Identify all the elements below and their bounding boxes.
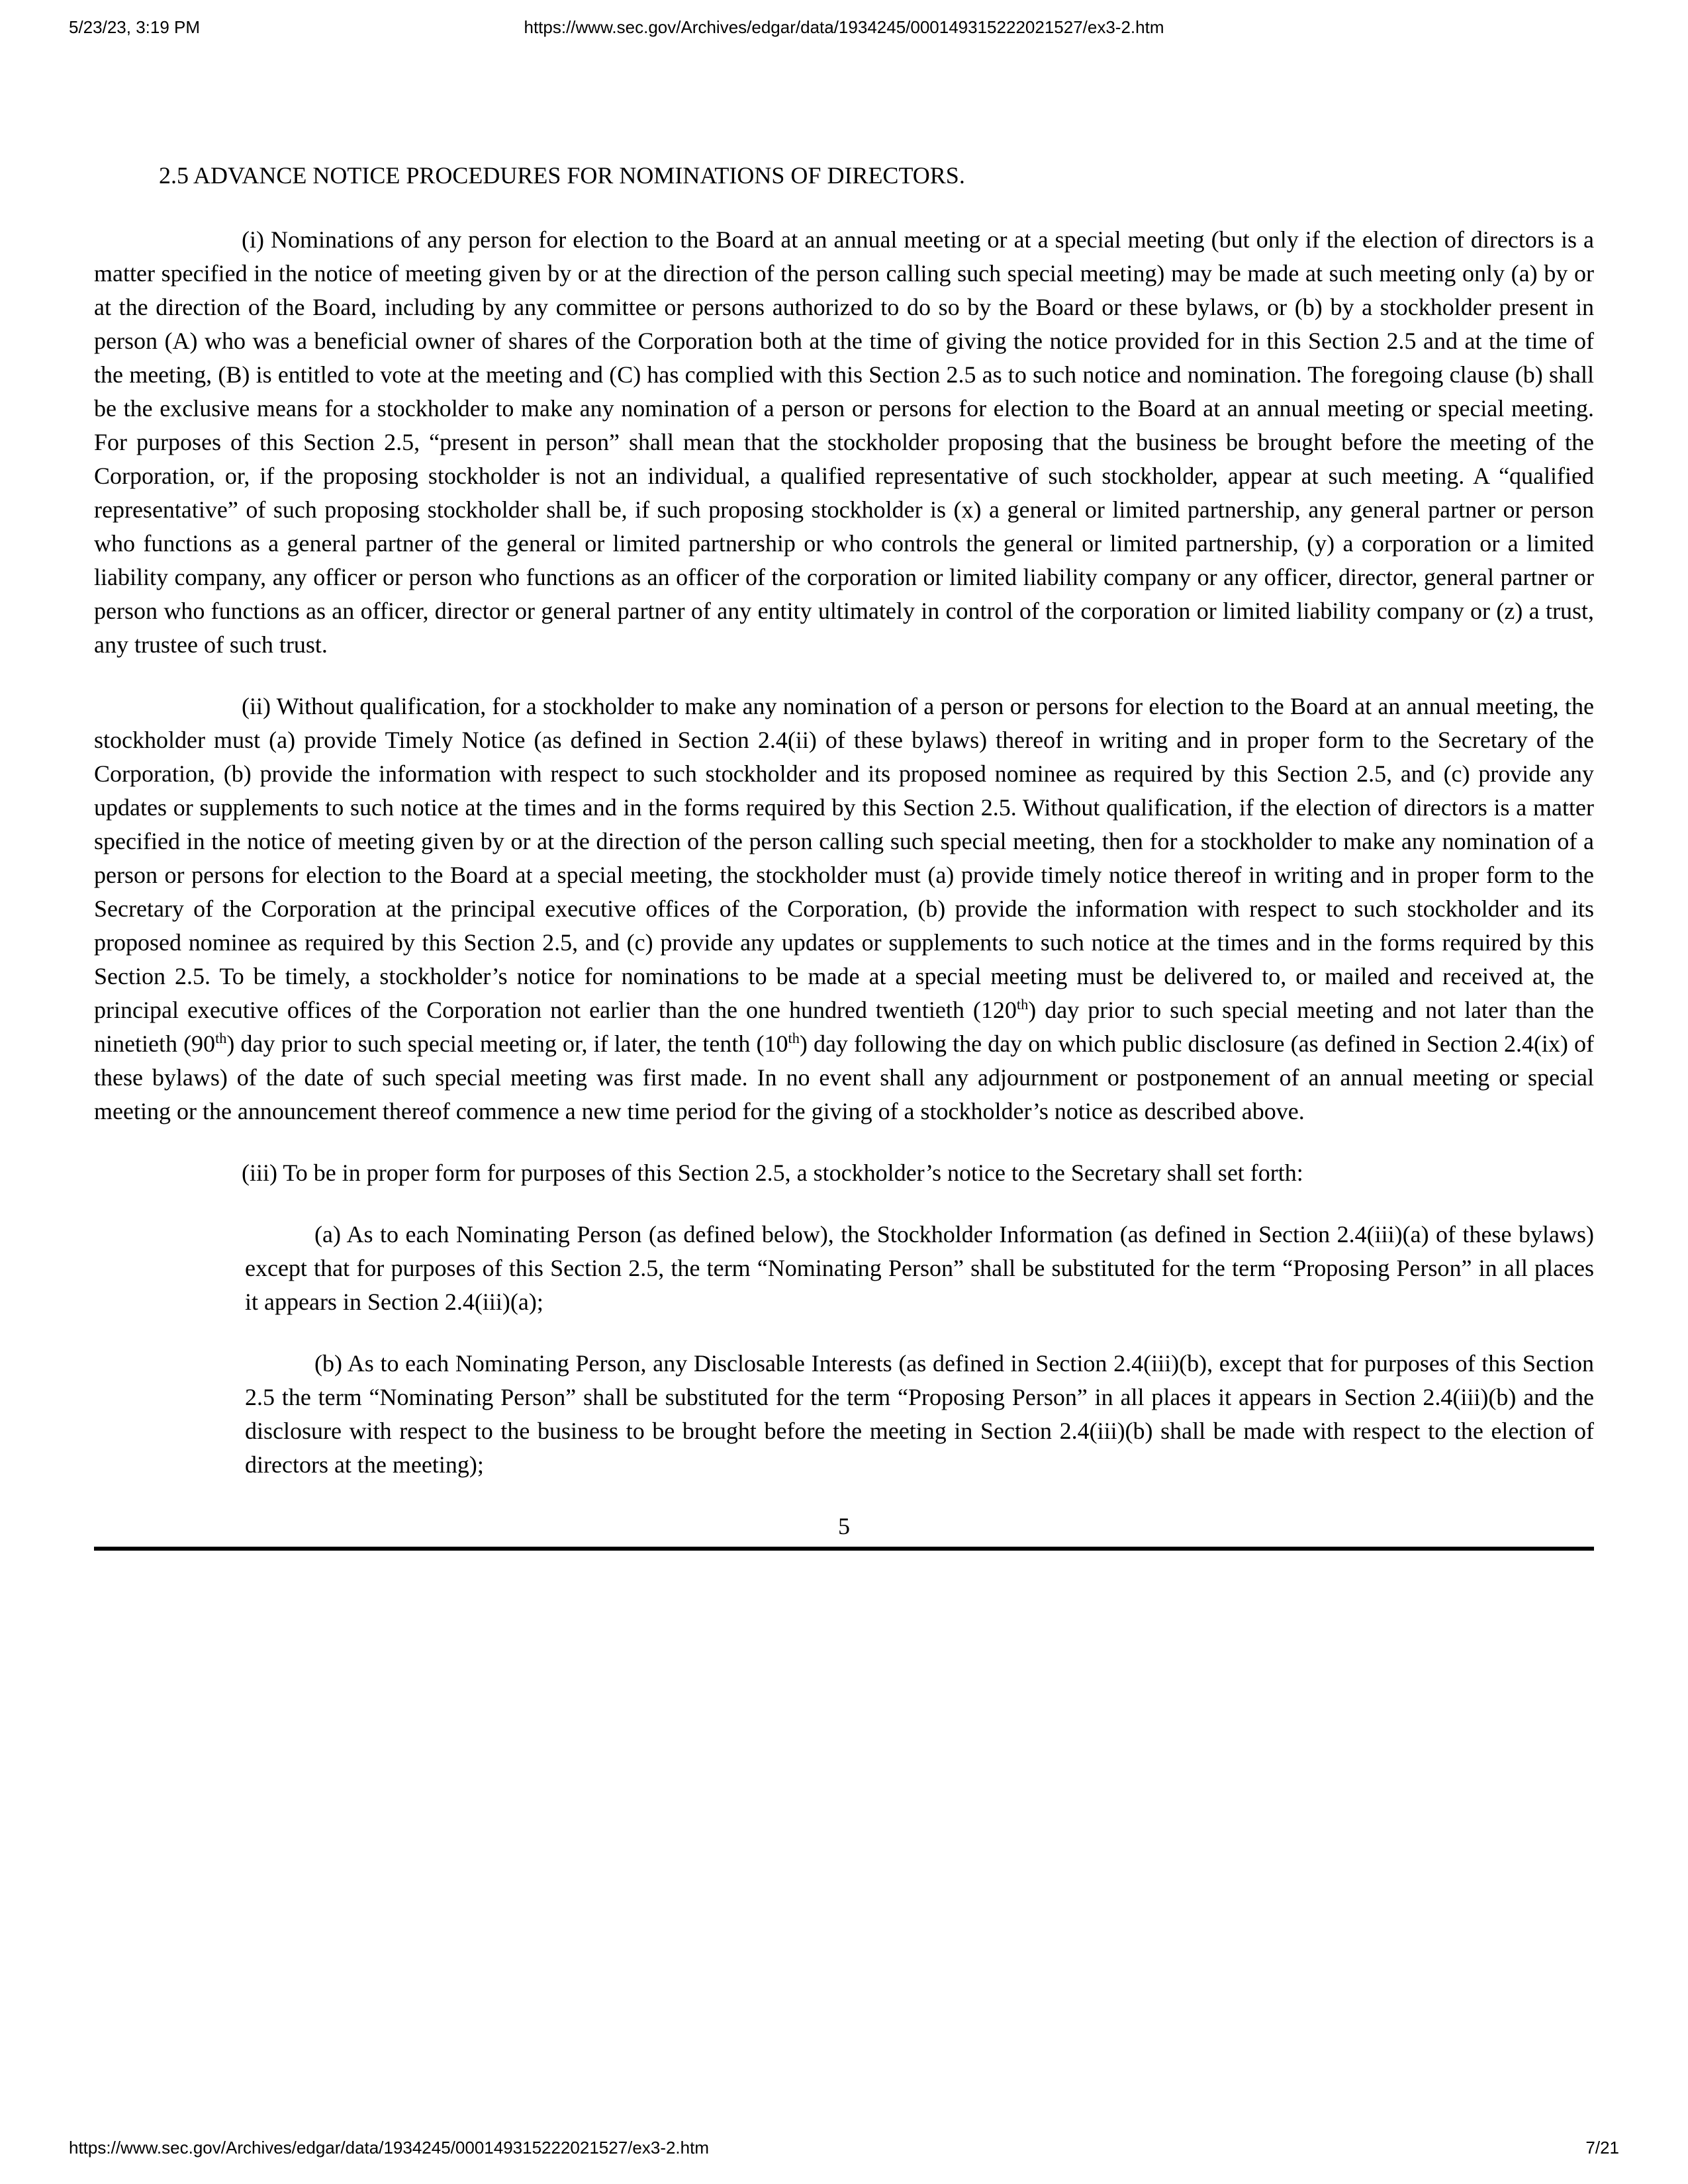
print-footer-url: https://www.sec.gov/Archives/edgar/data/1934245/000149315222021527/ex3-2.htm: [69, 2138, 710, 2158]
paragraph-b: (b) As to each Nominating Person, any Disclosable Interests (as defined in Section 2.4(iii)(b), except that for purposes of this Section 2.5 the term “Nominating Person” shall be substituted for the term “Proposing Person” in all places it appears in Section 2.4(iii)(b) and the disclosure with respect to the business to be brought before the meeting in Section 2.4(iii)(b) shall be made with respect to the election of directors at the meeting);: [245, 1350, 1594, 1478]
document-body: [94, 223, 1594, 1482]
paragraph-a: (a) As to each Nominating Person (as defined below), the Stockholder Information (as defined in Section 2.4(iii)(a) of these bylaws) except that for purposes of this Section 2.5, the term “Nominating Person” shall be substituted for the term “Proposing Person” in all places it appears in Section 2.4(iii)(a);: [245, 1221, 1594, 1315]
document-content: [94, 0, 1594, 1551]
paragraph-iii: (iii) To be in proper form for purposes of this Section 2.5, a stockholder’s notice to the Secretary shall set forth:: [242, 1160, 1303, 1186]
page-number: 5: [838, 1513, 850, 1539]
section-heading: 2.5 ADVANCE NOTICE PROCEDURES FOR NOMINATIONS OF DIRECTORS.: [159, 162, 965, 189]
horizontal-rule: [94, 1547, 1594, 1551]
print-page-indicator: 7/21: [1585, 2138, 1619, 2158]
print-datetime: 5/23/23, 3:19 PM: [69, 17, 201, 37]
print-footer: [0, 2138, 1688, 2160]
paragraph-ii: (ii) Without qualification, for a stockholder to make any nomination of a person or persons for election to the Board at an annual meeting, the stockholder must (a) provide Timely Notice (as defined in Section 2.4(ii) of these bylaws) thereof in writing and in proper form to the Secretary of the Corporation, (b) provide the information with respect to such stockholder and its proposed nominee as required by this Section 2.5, and (c) provide any updates or supplements to such notice at the times and in the forms required by this Section 2.5. Without qualification, if the election of directors is a matter specified in the notice of meeting given by or at the direction of the person calling such special meeting, then for a stockholder to make any nomination of a person or persons for election to the Board at a special meeting, the stockholder must (a) provide timely notice thereof in writing and in proper form to the Secretary of the Corporation at the principal executive offices of the Corporation, (b) provide the information with respect to such stockholder and its proposed nominee as required by this Section 2.5, and (c) provide any updates or supplements to such notice at the times and in the forms required by this Section 2.5. To be timely, a stockholder’s notice for nominations to be made at a special meeting must be delivered to, or mailed and received at, the principal executive offices of the Corporation not earlier than the one hundred twentieth (120th) day prior to such special meeting and not later than the ninetieth (90th) day prior to such special meeting or, if later, the tenth (10th) day following the day on which public disclosure (as defined in Section 2.4(ix) of these bylaws) of the date of such special meeting was first made. In no event shall any adjournment or postponement of an annual meeting or special meeting or the announcement thereof commence a new time period for the giving of a stockholder’s notice as described above.: [94, 693, 1595, 1124]
paragraph-i: (i) Nominations of any person for election to the Board at an annual meeting or at a special meeting (but only if the election of directors is a matter specified in the notice of meeting given by or at the direction of the person calling such special meeting) may be made at such meeting only (a) by or at the direction of the Board, including by any committee or persons authorized to do so by the Board or these bylaws, or (b) by a stockholder present in person (A) who was a beneficial owner of shares of the Corporation both at the time of giving the notice provided for in this Section 2.5 and at the time of the meeting, (B) is entitled to vote at the meeting and (C) has complied with this Section 2.5 as to such notice and nomination. The foregoing clause (b) shall be the exclusive means for a stockholder to make any nomination of a person or persons for election to the Board at an annual meeting or special meeting. For purposes of this Section 2.5, “present in person” shall mean that the stockholder proposing that the business be brought before the meeting of the Corporation, or, if the proposing stockholder is not an individual, a qualified representative of such stockholder, appear at such meeting. A “qualified representative” of such proposing stockholder shall be, if such proposing stockholder is (x) a general or limited partnership, any general partner or person who functions as a general partner of the general or limited partnership or who controls the general or limited partnership, (y) a corporation or a limited liability company, any officer or person who functions as an officer of the corporation or limited liability company or any officer, director, general partner or person who functions as an officer, director or general partner of any entity ultimately in control of the corporation or limited liability company or (z) a trust, any trustee of such trust.: [94, 226, 1594, 658]
print-header-url: https://www.sec.gov/Archives/edgar/data/1934245/000149315222021527/ex3-2.htm: [524, 17, 1164, 37]
